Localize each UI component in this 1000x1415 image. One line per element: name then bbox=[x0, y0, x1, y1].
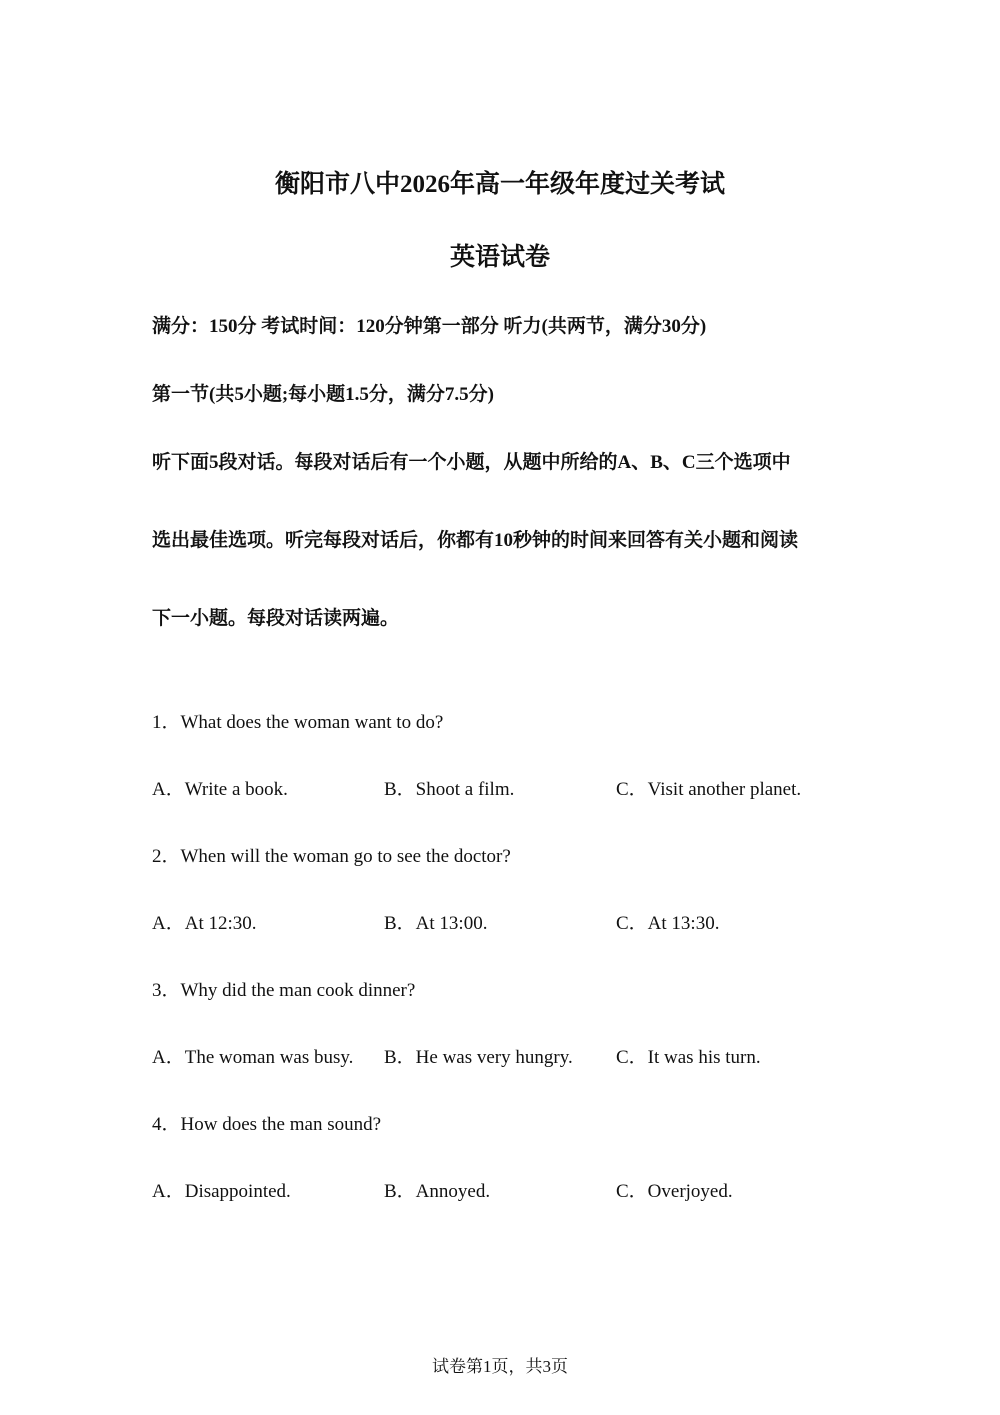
question-3-option-c: C．It was his turn. bbox=[616, 1047, 761, 1068]
directions-line-3: 下一小题。每段对话读两遍。 bbox=[152, 608, 400, 629]
question-2-options bbox=[152, 912, 872, 936]
question-4: 4．How does the man sound? bbox=[152, 1114, 382, 1135]
question-3-option-b: B．He was very hungry. bbox=[384, 1047, 573, 1068]
question-4-options bbox=[152, 1180, 872, 1204]
exam-subtitle: 英语试卷 bbox=[449, 244, 550, 271]
question-2-option-c: C．At 13:30. bbox=[616, 913, 720, 934]
question-4-option-a: A．Disappointed. bbox=[152, 1181, 291, 1202]
question-1-option-a: A．Write a book. bbox=[152, 779, 288, 800]
question-1-option-b: B．Shoot a film. bbox=[384, 779, 515, 800]
question-3-options bbox=[152, 1046, 872, 1070]
question-2-option-b: B．At 13:00. bbox=[384, 913, 488, 934]
question-4-option-b: B．Annoyed. bbox=[384, 1181, 491, 1202]
question-2: 2．When will the woman go to see the doctor? bbox=[152, 846, 511, 867]
question-3: 3．Why did the man cook dinner? bbox=[152, 980, 416, 1001]
exam-title: 衡阳市八中2026年高一年级年度过关考试 bbox=[274, 171, 725, 198]
question-3-option-a: A．The woman was busy. bbox=[152, 1047, 354, 1068]
section-heading: 第一节(共5小题;每小题1.5分，满分7.5分) bbox=[152, 384, 494, 405]
question-1-option-c: C．Visit another planet. bbox=[616, 779, 802, 800]
question-1-options bbox=[152, 778, 872, 802]
directions-line-1: 听下面5段对话。每段对话后有一个小题，从题中所给的A、B、C三个选项中 bbox=[152, 452, 791, 473]
question-4-option-c: C．Overjoyed. bbox=[616, 1181, 733, 1202]
page-footer: 试卷第1页，共3页 bbox=[432, 1357, 568, 1376]
directions-line-2: 选出最佳选项。听完每段对话后，你都有10秒钟的时间来回答有关小题和阅读 bbox=[152, 530, 799, 551]
question-2-option-a: A．At 12:30. bbox=[152, 913, 257, 934]
question-1: 1．What does the woman want to do? bbox=[152, 712, 444, 733]
exam-meta-line: 满分：150分 考试时间：120分钟第一部分 听力(共两节，满分30分) bbox=[152, 316, 707, 337]
